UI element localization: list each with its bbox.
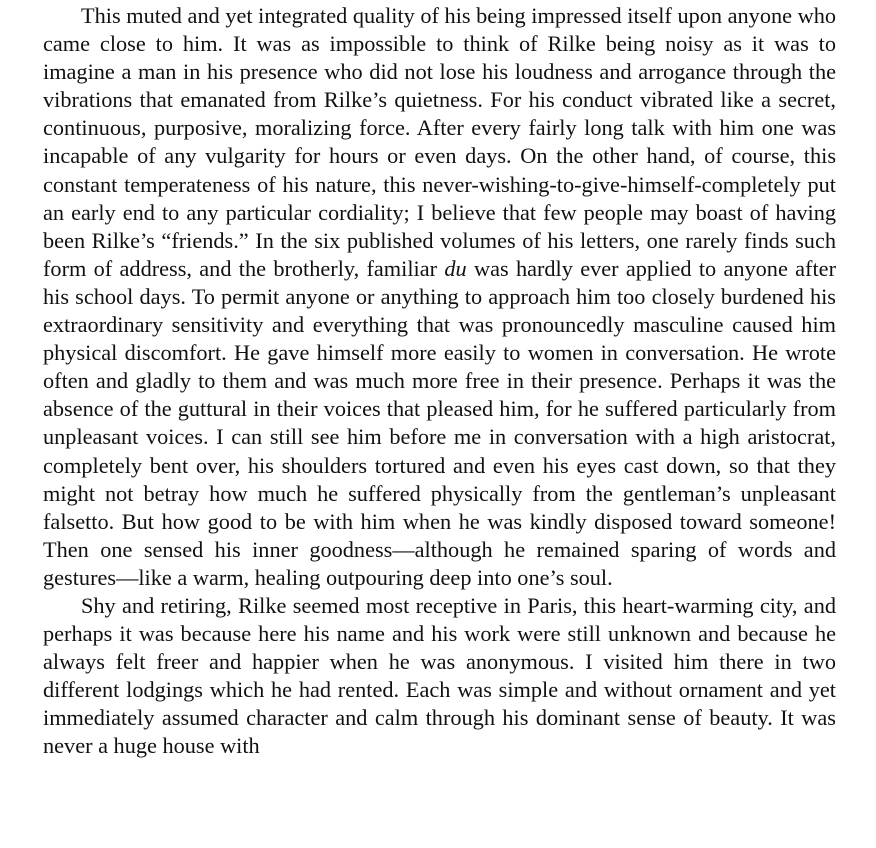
paragraph-text: was hardly ever applied to anyone after his school days. To permit anyone or anything to approach him too closely burdened his extraordinary sensitivity and everything that was pronouncedly masculine caused him physical discomfort. He gave himself more easily to women in conversation. He wrote often and gladly to them and was much more free in their presence. Perhaps it was the absence of the guttural in their voices that pleased him, for he suffered particularly from unpleasant voices. I can still see him before me in conversation with a high aristocrat, completely bent over, his shoulders tortured and even his eyes cast down, so that they might not betray how much he suffered physically from the gentleman’s unpleasant falsetto. But how good to be with him when he was kindly disposed toward someone! Then one sensed his inner goodness—although he remained sparing of words and gestures—like a warm, healing outpouring deep into one’s soul. [43, 255, 836, 590]
paragraph [43, 592, 836, 761]
paragraph [43, 2, 836, 592]
document-page [43, 2, 836, 761]
italic-word: du [444, 255, 467, 281]
paragraph-text: Shy and retiring, Rilke seemed most receptive in Paris, this heart-warming city, and perhaps it was because here his name and his work were still unknown and because he always felt freer and happier when he was anonymous. I visited him there in two different lodgings which he had rented. Each was simple and without ornament and yet immediately assumed character and calm through his dominant sense of beauty. It was never a huge house with [43, 592, 836, 759]
paragraph-text: This muted and yet integrated quality of his being impressed itself upon anyone who came close to him. It was as impossible to think of Rilke being noisy as it was to imagine a man in his presence who did not lose his loudness and arrogance through the vibrations that emanated from Rilke’s quietness. For his conduct vibrated like a secret, continuous, purposive, moralizing force. After every fairly long talk with him one was incapable of any vulgarity for hours or even days. On the other hand, of course, this constant temperateness of his nature, this never-wishing-to-give-himself-completely put an early end to any particular cordiality; I believe that few people may boast of having been Rilke’s “friends.” In the six published volumes of his letters, one rarely finds such form of address, and the brotherly, familiar [43, 3, 836, 281]
